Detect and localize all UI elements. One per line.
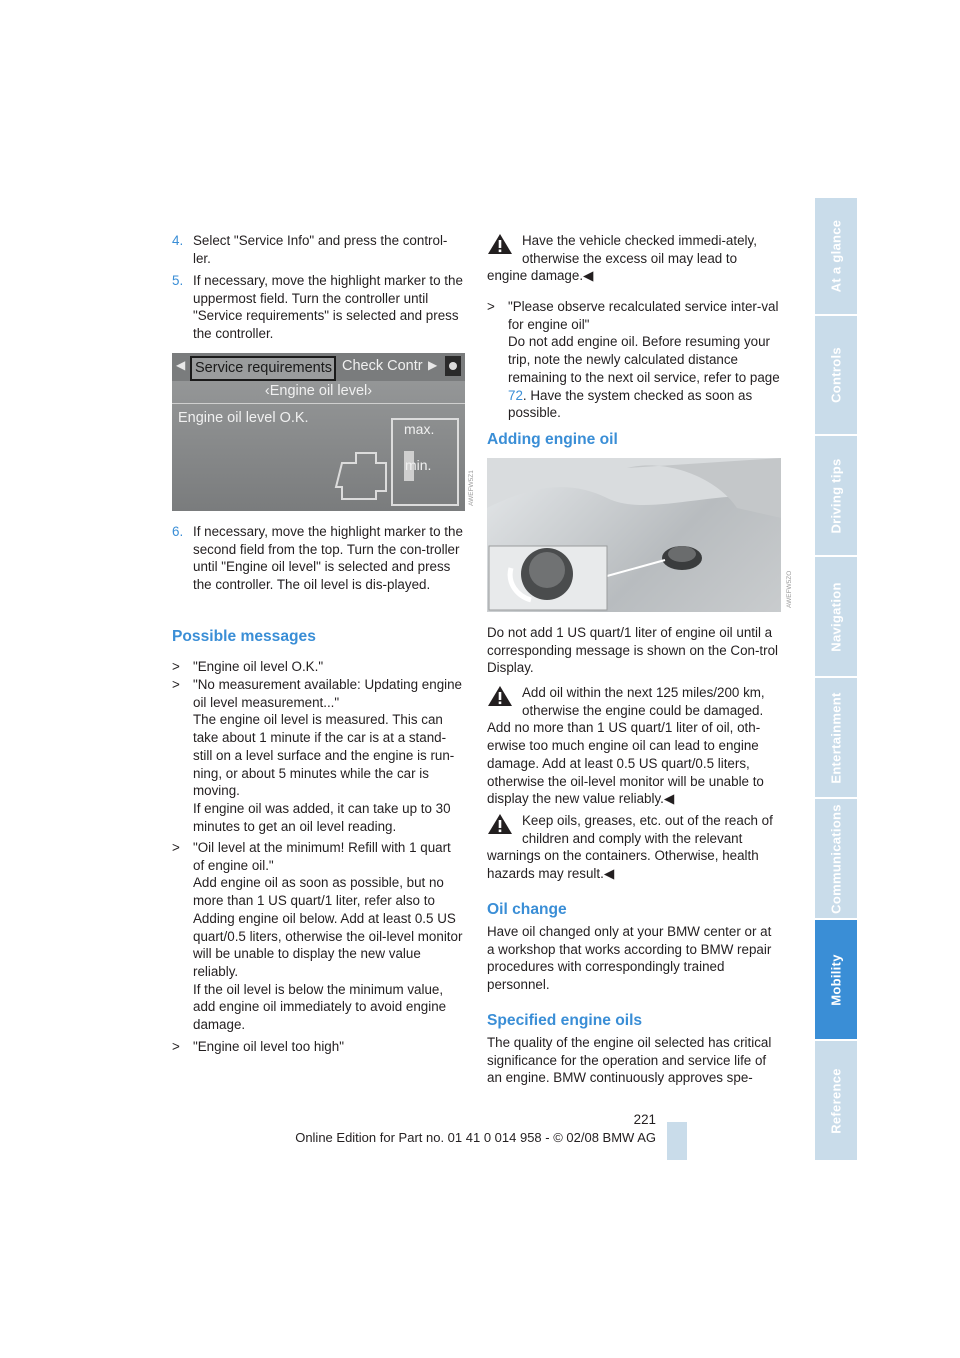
- step-text: Select "Service Info" and press the control-ler.: [193, 233, 448, 266]
- warning-text: Have the vehicle checked immedi-ately, otherwise the excess oil may lead to engine damage.◀: [487, 233, 757, 284]
- message-item: [172, 1038, 465, 1056]
- engine-bay-illustration: [487, 458, 781, 612]
- image-code: AWEFW5Z1: [468, 470, 475, 506]
- bullet-marker: >: [172, 659, 180, 674]
- message-item: [487, 298, 781, 422]
- warning-text: Add oil within the next 125 miles/200 km, otherwise the engine could be damaged. Add no more than 1 US quart/1 liter of oil, oth-erwise too much engine oil can lead to engine damage. Add at least 0.5 US quart/0.5 liters, otherwise the oil-level monitor will be unable to display the new value reliably.◀: [487, 685, 765, 807]
- oil-change-paragraph: Have oil changed only at your BMW center or at a workshop that works according to BMW repair procedures with correspondingly trained personnel.: [487, 924, 772, 993]
- warning-block: [487, 684, 781, 808]
- tab-label: Communications: [828, 803, 844, 914]
- message-detail: The engine oil level is measured. This can take about 1 minute if the car is at a stand-still on a level surface and the engine is run-ning, or about 5 minutes while the car is moving.: [193, 712, 455, 799]
- tab-label: At a glance: [828, 219, 844, 293]
- adding-engine-oil-heading: Adding engine oil: [487, 431, 618, 448]
- footer-bar: [667, 1122, 687, 1160]
- step-text: If necessary, move the highlight marker to the second field from the top. Turn the con-troller until "Engine oil level" is selected and press the controller. The oil level is dis-played.: [193, 524, 463, 593]
- message-text: "Oil level at the minimum! Refill with 1 quart of engine oil.": [193, 840, 451, 873]
- message-detail: If engine oil was added, it can take up to 30 minutes to get an oil level reading.: [193, 800, 451, 834]
- bullet-marker: >: [172, 1039, 180, 1054]
- step-5: [172, 272, 465, 343]
- bullet-marker: >: [487, 299, 495, 314]
- specified-oils-paragraph: The quality of the engine oil selected has critical significance for the operation and service life of an engine. BMW continuously approves spe-: [487, 1035, 772, 1086]
- step-4: [172, 232, 465, 267]
- step-6: [172, 523, 465, 594]
- message-detail: Add engine oil as soon as possible, but no more than 1 US quart/1 liter, refer also to Adding engine oil below. Add at least 0.5 US quart/0.5 liters, otherwise the oil-level monitor will be unable to display the new value reliably.: [193, 875, 463, 979]
- message-text: "Engine oil level O.K.": [193, 659, 324, 674]
- controller-glyph-icon: [445, 356, 461, 376]
- warning-block: [487, 232, 781, 285]
- warning-block: [487, 812, 781, 883]
- screen-divider: [172, 403, 465, 404]
- arrow-left-icon: ◀: [176, 358, 186, 372]
- specified-engine-oils-heading: Specified engine oils: [487, 1012, 643, 1029]
- section-tabs: [815, 198, 857, 1160]
- tab-label: Entertainment: [828, 691, 844, 784]
- photo-code: AWEFW5ZO: [786, 570, 793, 608]
- tab-label: Reference: [828, 1067, 844, 1134]
- controller-icon: [445, 356, 461, 376]
- tab-at-a-glance[interactable]: [815, 198, 857, 314]
- screen-tab-bar: [172, 353, 465, 381]
- tab-controls[interactable]: [815, 316, 857, 434]
- warning-triangle-icon: [487, 233, 513, 255]
- step-number: 5.: [172, 273, 184, 288]
- step-number: 6.: [172, 524, 184, 539]
- screen-tab-next: Check Contr: [342, 358, 423, 374]
- screen-min-label: min.: [405, 457, 432, 473]
- warning-triangle-icon: [487, 813, 513, 835]
- oil-change-heading: Oil change: [487, 901, 567, 918]
- screen-tab-selected: Service requirements: [190, 356, 336, 381]
- bullet-marker: >: [172, 840, 180, 855]
- step-number: 4.: [172, 233, 184, 248]
- tab-navigation[interactable]: [815, 557, 857, 676]
- message-text: "Engine oil level too high": [193, 1039, 344, 1054]
- message-item: [172, 839, 465, 1034]
- step-text: If necessary, move the highlight marker to the uppermost field. Turn the controller until "Service requirements" is selected and press the controller.: [193, 273, 463, 342]
- arrow-right-icon: ▶: [428, 358, 438, 372]
- screen-subtitle: ‹Engine oil level›: [264, 383, 373, 399]
- detail-text: . Have the system checked as soon as possible.: [508, 387, 753, 421]
- warning-triangle-icon: [487, 685, 513, 707]
- bullet-marker: >: [172, 677, 180, 692]
- footer-text: Online Edition for Part no. 01 41 0 014 958 - © 02/08 BMW AG: [295, 1130, 656, 1145]
- warning-text: Keep oils, greases, etc. out of the reach of children and comply with the relevant warnings on the containers. Otherwise, health hazards may result.◀: [487, 813, 773, 882]
- oil-level-gauge-icon: [332, 417, 462, 507]
- tab-entertainment[interactable]: [815, 678, 857, 797]
- tab-mobility[interactable]: [815, 920, 857, 1039]
- tab-reference[interactable]: [815, 1041, 857, 1160]
- detail-text: Do not add engine oil. Before resuming your trip, note the newly calculated distance remaining to the next oil service, refer to page: [508, 334, 780, 385]
- screen-message: Engine oil level O.K.: [178, 410, 309, 426]
- tab-communications[interactable]: [815, 799, 857, 918]
- control-display-image: [172, 353, 465, 511]
- tab-label: Driving tips: [828, 457, 844, 534]
- message-item: [172, 658, 465, 676]
- tab-label: Controls: [828, 347, 844, 403]
- message-item: [172, 676, 465, 835]
- possible-messages-heading: Possible messages: [172, 628, 316, 645]
- message-detail: [487, 333, 781, 422]
- tab-label: Navigation: [828, 581, 844, 652]
- screen-max-label: max.: [404, 421, 435, 437]
- message-text: "Please observe recalculated service inter-val for engine oil": [508, 299, 779, 332]
- tab-driving-tips[interactable]: [815, 436, 857, 555]
- adding-oil-paragraph: Do not add 1 US quart/1 liter of engine oil until a corresponding message is shown on the Con-trol Display.: [487, 625, 779, 676]
- engine-oil-filler-photo: [487, 458, 781, 612]
- page-reference-link[interactable]: 72: [508, 387, 523, 403]
- tab-label: Mobility: [828, 953, 844, 1006]
- page-number: 221: [633, 1112, 656, 1127]
- message-detail: If the oil level is below the minimum value, add engine oil immediately to avoid engine damage.: [193, 981, 447, 1033]
- message-text: "No measurement available: Updating engine oil level measurement...": [193, 677, 463, 710]
